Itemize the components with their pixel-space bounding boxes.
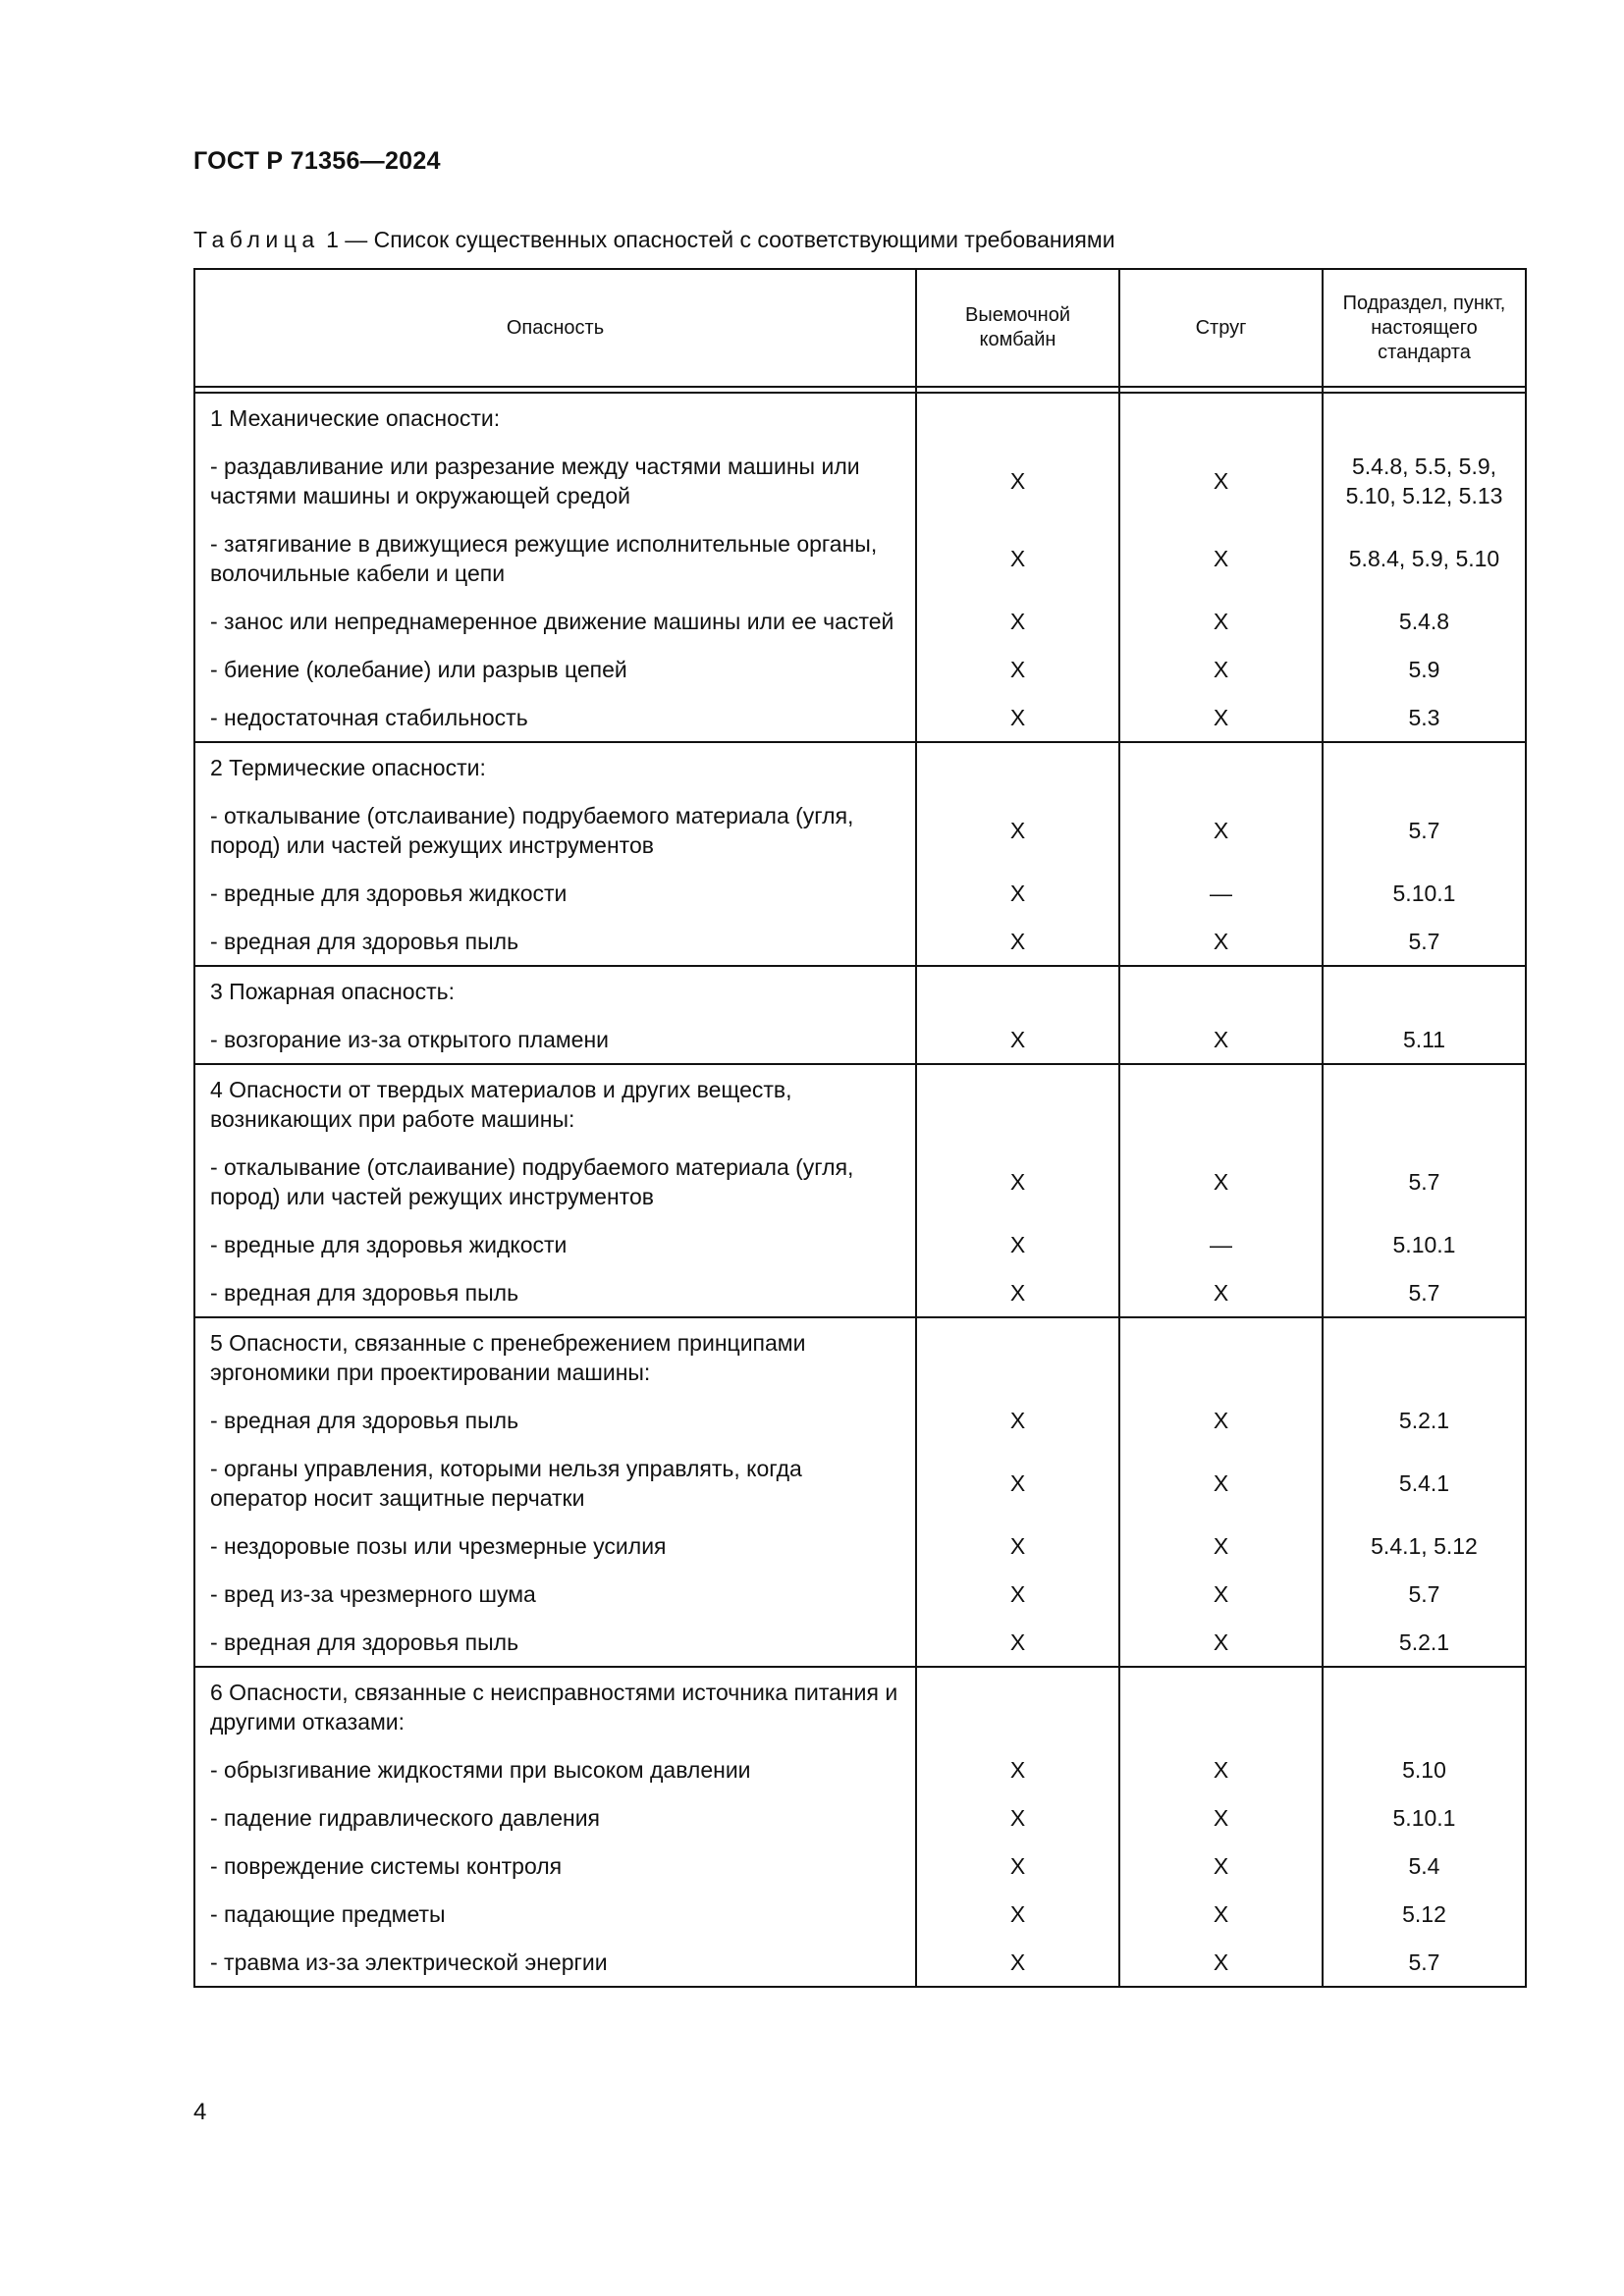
table-row xyxy=(194,1938,1526,1987)
reference-cell xyxy=(1323,393,1526,442)
reference-cell xyxy=(1323,966,1526,1015)
shearer-cell xyxy=(916,1317,1119,1396)
hazards-table xyxy=(193,268,1527,1988)
hazard-cell: 4 Опасности от твердых материалов и других веществ, возникающих при работе машины: xyxy=(194,1064,916,1143)
hazard-cell: - падение гидравлического давления xyxy=(194,1793,916,1842)
hazard-cell: 6 Опасности, связанные с неисправностями источника питания и другими отказами: xyxy=(194,1667,916,1745)
table-row xyxy=(194,791,1526,869)
shearer-cell: X xyxy=(916,1015,1119,1064)
column-header-shearer: Выемочной комбайн xyxy=(916,269,1119,387)
shearer-cell: X xyxy=(916,1444,1119,1522)
plough-cell: X xyxy=(1119,1938,1323,1987)
table-caption-label: Таблица xyxy=(193,227,320,252)
shearer-cell: X xyxy=(916,442,1119,519)
shearer-cell xyxy=(916,1667,1119,1745)
reference-cell: 5.4.8 xyxy=(1323,597,1526,645)
hazard-cell: - повреждение системы контроля xyxy=(194,1842,916,1890)
hazard-cell: - вред из-за чрезмерного шума xyxy=(194,1570,916,1618)
reference-cell xyxy=(1323,742,1526,791)
plough-cell: X xyxy=(1119,917,1323,966)
plough-cell: X xyxy=(1119,597,1323,645)
shearer-cell xyxy=(916,742,1119,791)
shearer-cell: X xyxy=(916,869,1119,917)
table-group-row xyxy=(194,742,1526,791)
shearer-cell: X xyxy=(916,791,1119,869)
plough-cell: X xyxy=(1119,1745,1323,1793)
reference-cell: 5.10.1 xyxy=(1323,869,1526,917)
shearer-cell: X xyxy=(916,1220,1119,1268)
plough-cell xyxy=(1119,393,1323,442)
table-caption-text: 1 — Список существенных опасностей с соответствующими требованиями xyxy=(319,227,1115,252)
reference-cell: 5.7 xyxy=(1323,1938,1526,1987)
plough-cell: X xyxy=(1119,693,1323,742)
plough-cell: X xyxy=(1119,1268,1323,1317)
shearer-cell: X xyxy=(916,645,1119,693)
shearer-cell: X xyxy=(916,1570,1119,1618)
shearer-cell: X xyxy=(916,519,1119,597)
reference-cell xyxy=(1323,1064,1526,1143)
plough-cell: X xyxy=(1119,519,1323,597)
reference-cell: 5.8.4, 5.9, 5.10 xyxy=(1323,519,1526,597)
hazard-cell: - возгорание из-за открытого пламени xyxy=(194,1015,916,1064)
table-row xyxy=(194,1618,1526,1667)
plough-cell xyxy=(1119,1667,1323,1745)
table-row xyxy=(194,1890,1526,1938)
plough-cell: X xyxy=(1119,1396,1323,1444)
table-row xyxy=(194,693,1526,742)
column-header-hazard: Опасность xyxy=(194,269,916,387)
hazard-cell: - биение (колебание) или разрыв цепей xyxy=(194,645,916,693)
table-row xyxy=(194,1268,1526,1317)
hazard-cell: - затягивание в движущиеся режущие исполнительные органы, волочильные кабели и цепи xyxy=(194,519,916,597)
shearer-cell xyxy=(916,393,1119,442)
reference-cell: 5.7 xyxy=(1323,791,1526,869)
shearer-cell: X xyxy=(916,1890,1119,1938)
hazard-cell: - вредная для здоровья пыль xyxy=(194,917,916,966)
shearer-cell xyxy=(916,1064,1119,1143)
hazard-cell: - недостаточная стабильность xyxy=(194,693,916,742)
reference-cell xyxy=(1323,1667,1526,1745)
hazard-cell: 5 Опасности, связанные с пренебрежением принципами эргономики при проектировании машины: xyxy=(194,1317,916,1396)
table-row xyxy=(194,1143,1526,1220)
hazard-cell: - органы управления, которыми нельзя управлять, когда оператор носит защитные перчатки xyxy=(194,1444,916,1522)
table-row xyxy=(194,1842,1526,1890)
table-group-row xyxy=(194,1667,1526,1745)
reference-cell: 5.7 xyxy=(1323,1268,1526,1317)
hazard-cell: 1 Механические опасности: xyxy=(194,393,916,442)
shearer-cell xyxy=(916,966,1119,1015)
reference-cell: 5.11 xyxy=(1323,1015,1526,1064)
plough-cell xyxy=(1119,1064,1323,1143)
table-group-row xyxy=(194,393,1526,442)
plough-cell: X xyxy=(1119,442,1323,519)
plough-cell: X xyxy=(1119,1143,1323,1220)
plough-cell: X xyxy=(1119,1444,1323,1522)
reference-cell: 5.7 xyxy=(1323,917,1526,966)
reference-cell: 5.2.1 xyxy=(1323,1618,1526,1667)
reference-cell: 5.7 xyxy=(1323,1143,1526,1220)
table-row xyxy=(194,1015,1526,1064)
reference-cell: 5.9 xyxy=(1323,645,1526,693)
table-row xyxy=(194,917,1526,966)
reference-cell: 5.2.1 xyxy=(1323,1396,1526,1444)
reference-cell: 5.3 xyxy=(1323,693,1526,742)
plough-cell xyxy=(1119,742,1323,791)
table-group-row xyxy=(194,1064,1526,1143)
reference-cell xyxy=(1323,1317,1526,1396)
shearer-cell: X xyxy=(916,597,1119,645)
plough-cell: X xyxy=(1119,1890,1323,1938)
table-row xyxy=(194,1220,1526,1268)
reference-cell: 5.4.8, 5.5, 5.9, 5.10, 5.12, 5.13 xyxy=(1323,442,1526,519)
page-number: 4 xyxy=(193,2099,207,2125)
reference-cell: 5.12 xyxy=(1323,1890,1526,1938)
plough-cell: X xyxy=(1119,1015,1323,1064)
hazard-cell: - вредные для здоровья жидкости xyxy=(194,1220,916,1268)
table-group-row xyxy=(194,1317,1526,1396)
hazard-cell: - вредная для здоровья пыль xyxy=(194,1268,916,1317)
hazard-cell: - падающие предметы xyxy=(194,1890,916,1938)
shearer-cell: X xyxy=(916,1522,1119,1570)
column-header-reference: Подраздел, пункт, настоящего стандарта xyxy=(1323,269,1526,387)
table-row xyxy=(194,1522,1526,1570)
hazard-cell: 3 Пожарная опасность: xyxy=(194,966,916,1015)
table-row xyxy=(194,1793,1526,1842)
reference-cell: 5.10.1 xyxy=(1323,1793,1526,1842)
shearer-cell: X xyxy=(916,917,1119,966)
hazard-cell: - вредная для здоровья пыль xyxy=(194,1618,916,1667)
plough-cell: X xyxy=(1119,1522,1323,1570)
shearer-cell: X xyxy=(916,1618,1119,1667)
hazard-cell: - вредные для здоровья жидкости xyxy=(194,869,916,917)
hazard-cell: - травма из-за электрической энергии xyxy=(194,1938,916,1987)
reference-cell: 5.7 xyxy=(1323,1570,1526,1618)
table-group-row xyxy=(194,966,1526,1015)
column-header-plough: Струг xyxy=(1119,269,1323,387)
reference-cell: 5.10 xyxy=(1323,1745,1526,1793)
table-row xyxy=(194,869,1526,917)
plough-cell: X xyxy=(1119,791,1323,869)
hazard-cell: - нездоровые позы или чрезмерные усилия xyxy=(194,1522,916,1570)
hazard-cell: 2 Термические опасности: xyxy=(194,742,916,791)
shearer-cell: X xyxy=(916,1268,1119,1317)
plough-cell: X xyxy=(1119,645,1323,693)
table-head xyxy=(194,269,1526,393)
reference-cell: 5.4.1, 5.12 xyxy=(1323,1522,1526,1570)
plough-cell: X xyxy=(1119,1618,1323,1667)
hazard-cell: - откалывание (отслаивание) подрубаемого материала (угля, пород) или частей режущих инструментов xyxy=(194,1143,916,1220)
hazard-cell: - занос или непреднамеренное движение машины или ее частей xyxy=(194,597,916,645)
reference-cell: 5.10.1 xyxy=(1323,1220,1526,1268)
hazard-cell: - обрызгивание жидкостями при высоком давлении xyxy=(194,1745,916,1793)
reference-cell: 5.4.1 xyxy=(1323,1444,1526,1522)
plough-cell: X xyxy=(1119,1842,1323,1890)
table-row xyxy=(194,597,1526,645)
plough-cell: — xyxy=(1119,1220,1323,1268)
shearer-cell: X xyxy=(916,1745,1119,1793)
hazard-cell: - вредная для здоровья пыль xyxy=(194,1396,916,1444)
plough-cell xyxy=(1119,1317,1323,1396)
table-caption xyxy=(193,227,1115,253)
hazard-cell: - откалывание (отслаивание) подрубаемого материала (угля, пород) или частей режущих инструментов xyxy=(194,791,916,869)
shearer-cell: X xyxy=(916,1938,1119,1987)
shearer-cell: X xyxy=(916,1143,1119,1220)
plough-cell: X xyxy=(1119,1793,1323,1842)
table-row xyxy=(194,1570,1526,1618)
table-row xyxy=(194,1396,1526,1444)
table-body xyxy=(194,393,1526,1987)
shearer-cell: X xyxy=(916,1842,1119,1890)
document-header: ГОСТ Р 71356—2024 xyxy=(193,147,441,175)
table-row xyxy=(194,645,1526,693)
hazard-cell: - раздавливание или разрезание между частями машины или частями машины и окружающей средой xyxy=(194,442,916,519)
shearer-cell: X xyxy=(916,693,1119,742)
shearer-cell: X xyxy=(916,1396,1119,1444)
plough-cell xyxy=(1119,966,1323,1015)
table-row xyxy=(194,1444,1526,1522)
reference-cell: 5.4 xyxy=(1323,1842,1526,1890)
table-header-row xyxy=(194,269,1526,387)
table-row xyxy=(194,519,1526,597)
plough-cell: X xyxy=(1119,1570,1323,1618)
plough-cell: — xyxy=(1119,869,1323,917)
table-row xyxy=(194,442,1526,519)
shearer-cell: X xyxy=(916,1793,1119,1842)
table-row xyxy=(194,1745,1526,1793)
